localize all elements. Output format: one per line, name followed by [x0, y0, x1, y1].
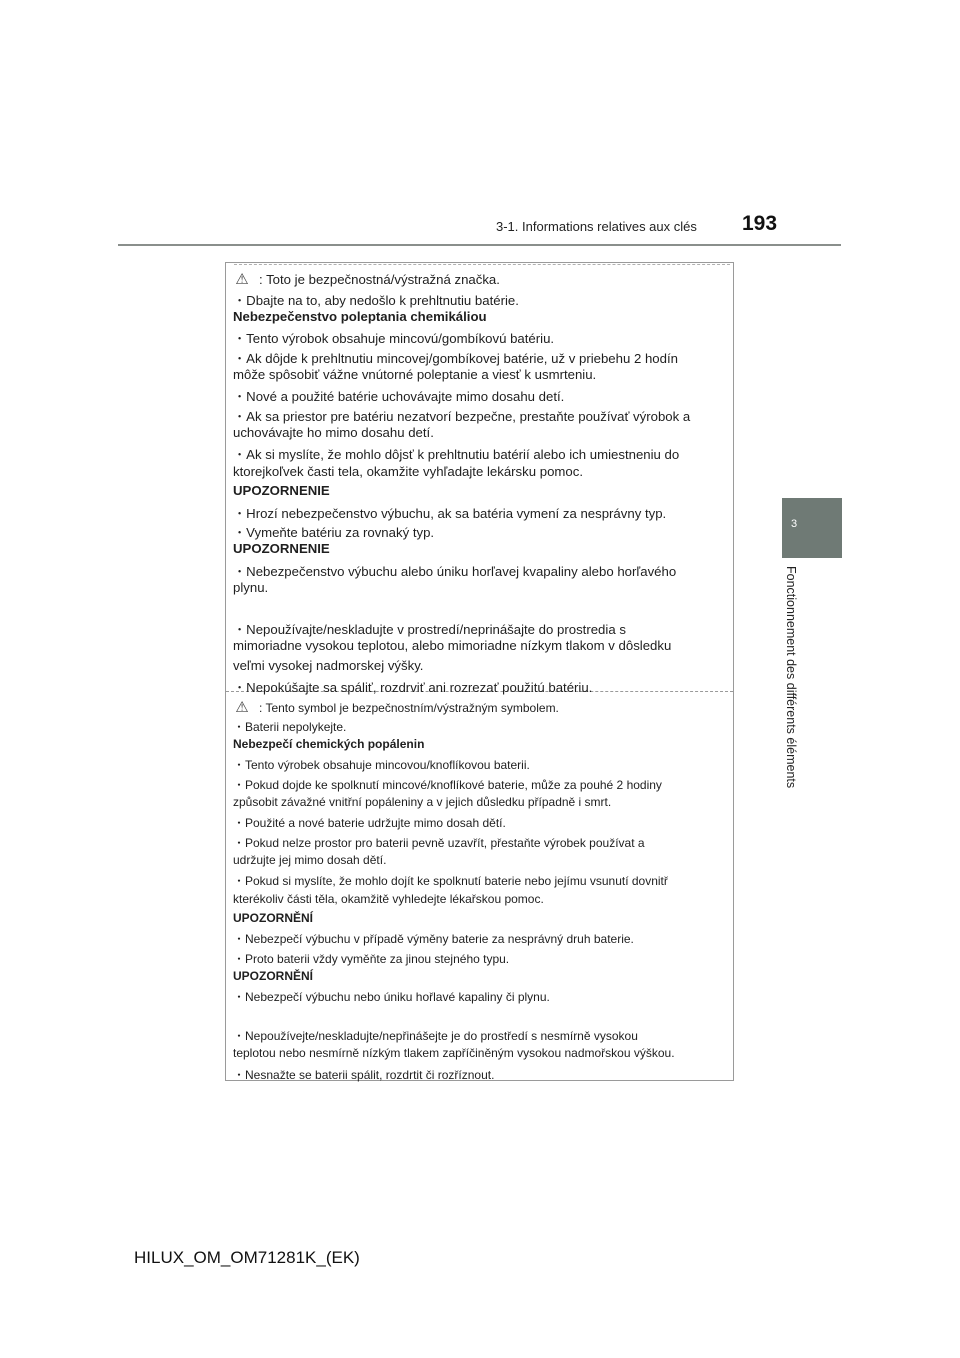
document-code: HILUX_OM_OM71281K_(EK)	[134, 1248, 360, 1267]
cz-line: ・Baterii nepolykejte.	[233, 720, 347, 734]
page-number: 193	[742, 212, 778, 235]
sk-line: ・Dbajte na to, aby nedošlo k prehltnutiu batérie.	[233, 293, 519, 308]
sk-line: ・Hrozí nebezpečenstvo výbuchu, ak sa batéria vymení za nesprávny typ.	[233, 506, 667, 521]
sk-line: ・Nepokúšajte sa spáliť, rozdrviť ani rozrezať použitú batériu.	[233, 680, 593, 695]
sk-line: ・Nebezpečenstvo výbuchu alebo úniku horľavej kvapaliny alebo horľavého	[233, 564, 677, 579]
cz-warning-line: ⚠ : Tento symbol je bezpečnostním/výstražným symbolem.	[233, 698, 559, 716]
warning-triangle-icon: ⚠	[235, 699, 249, 716]
cz-line: teplotou nebo nesmírně nízkým tlakem zapříčiněným vysokou nadmořskou výškou.	[233, 1046, 675, 1060]
cz-line: ・Proto baterii vždy vyměňte za jinou stejného typu.	[233, 952, 510, 966]
sk-line: ・Ak si myslíte, že mohlo dôjsť k prehltnutiu batérií alebo ich umiestneniu do	[233, 447, 680, 462]
cz-line: ・Nebezpečí výbuchu v případě výměny baterie za nesprávný druh baterie.	[233, 932, 634, 946]
chapter-tab-number: 3	[791, 518, 798, 530]
box-top-dashed-rule	[234, 264, 730, 265]
cz-line: ・Pokud dojde ke spolknutí mincové/knoflíkové baterie, může za pouhé 2 hodiny	[233, 778, 662, 792]
sk-line: ・Tento výrobok obsahuje mincovú/gombíkovú batériu.	[233, 331, 555, 346]
sk-heading: UPOZORNENIE	[233, 483, 330, 498]
cz-line: ・Tento výrobek obsahuje mincovou/knoflíkovou baterii.	[233, 758, 530, 772]
warning-triangle-icon: ⚠	[235, 271, 249, 288]
sk-line: ktorejkoľvek časti tela, okamžite vyhľadajte lekársku pomoc.	[233, 464, 583, 479]
sk-line: ・Nové a použité batérie uchovávajte mimo dosahu detí.	[233, 389, 565, 404]
chapter-tab-label: Fonctionnement des différents éléments	[784, 566, 798, 789]
sk-line: ・Ak sa priestor pre batériu nezatvorí bezpečne, prestaňte používať výrobok a	[233, 409, 691, 424]
section-title: 3-1. Informations relatives aux clés	[496, 219, 697, 234]
cz-line: udržujte jej mimo dosah dětí.	[233, 853, 387, 867]
sk-line: ・Nepoužívajte/neskladujte v prostredí/neprinášajte do prostredia s	[233, 622, 626, 637]
sk-line: uchovávajte ho mimo dosahu detí.	[233, 425, 434, 440]
sk-line: mimoriadne vysokou teplotou, alebo mimoriadne nízkym tlakom v dôsledku	[233, 638, 672, 653]
sk-line: môže spôsobiť vážne vnútorné poleptanie a viesť k usmrteniu.	[233, 367, 597, 382]
cz-line: ・Nepoužívejte/neskladujte/nepřinášejte je do prostředí s nesmírně vysokou	[233, 1029, 638, 1043]
sk-heading: UPOZORNENIE	[233, 541, 330, 556]
header-divider	[118, 244, 841, 246]
cz-heading: UPOZORNĚNÍ	[233, 911, 314, 925]
cz-line: kterékoliv části těla, okamžitě vyhledejte lékařskou pomoc.	[233, 892, 544, 906]
cz-line: ・Nebezpečí výbuchu nebo úniku hořlavé kapaliny či plynu.	[233, 990, 550, 1004]
sk-line: veľmi vysokej nadmorskej výšky.	[233, 658, 424, 673]
sk-line: plynu.	[233, 580, 269, 595]
cz-line: způsobit závažné vnitřní popáleniny a v jejich důsledku případně i smrt.	[233, 795, 612, 809]
cz-line: ・Nesnažte se baterii spálit, rozdrtit či rozříznout.	[233, 1068, 495, 1082]
sk-line: ・Ak dôjde k prehltnutiu mincovej/gombíkovej batérie, už v priebehu 2 hodín	[233, 351, 678, 366]
cz-line: ・Pokud nelze prostor pro baterii pevně uzavřít, přestaňte výrobek používat a	[233, 836, 645, 850]
sk-line: ・Vymeňte batériu za rovnaký typ.	[233, 525, 435, 540]
sk-heading: Nebezpečenstvo poleptania chemikáliou	[233, 309, 487, 324]
cz-heading: UPOZORNĚNÍ	[233, 969, 314, 983]
cz-line: ・Použité a nové baterie udržujte mimo dosah dětí.	[233, 816, 506, 830]
sk-warning-line: ⚠ : Toto je bezpečnostná/výstražná značka.	[233, 270, 500, 288]
cz-heading: Nebezpečí chemických popálenin	[233, 737, 425, 751]
cz-line: ・Pokud si myslíte, že mohlo dojít ke spolknutí baterie nebo jejímu vsunutí dovnitř	[233, 874, 668, 888]
